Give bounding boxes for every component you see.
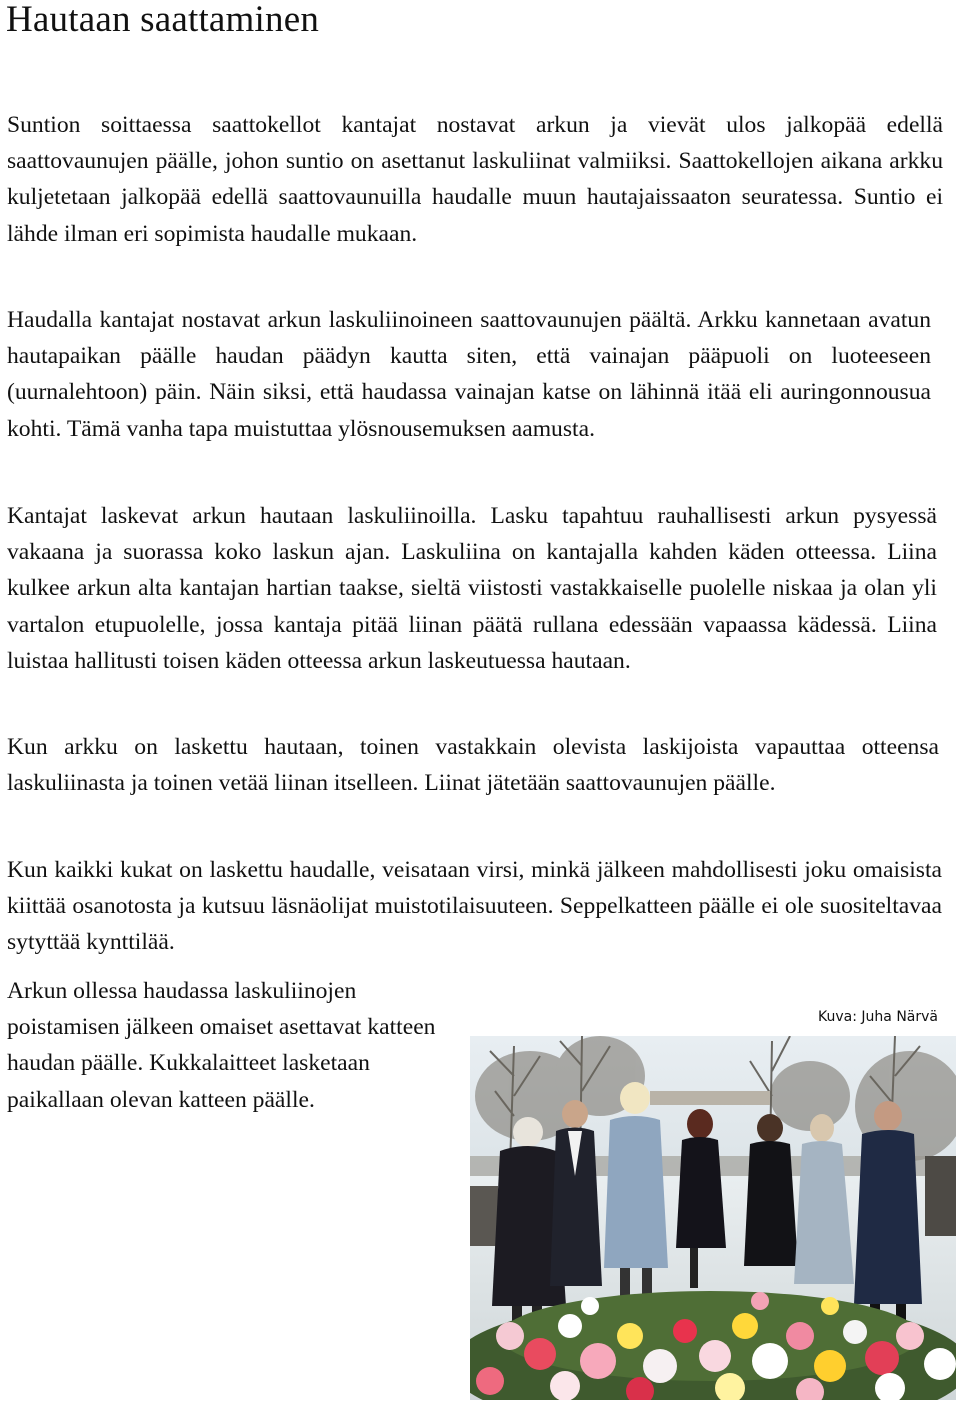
- paragraph-lowering: Kantajat laskevat arkun hautaan laskuliinoilla. Lasku tapahtuu rauhallisesti arkun pysyessä vakaana ja suorassa koko laskun ajan. Laskuliina on kantajalla kahden käden otteessa. Liina kulkee arkun alta kantajan hartian taakse, sieltä viistosti vastakkaiselle puolelle niskaa ja olan yli vartalon etupuolelle, jossa kantaja pitää liinan päätä rullana edessään vapaassa kädessä. Liina luistaa hallitusti toisen käden otteessa arkun laskeutuessa hautaan.: [7, 503, 937, 674]
- paragraph-cover: Arkun ollessa haudassa laskuliinojen poistamisen jälkeen omaiset asettavat katteen haudan päälle. Kukkalaitteet lasketaan paikallaan olevan katteen päälle.: [7, 978, 436, 1113]
- paragraph-flowers-hymn: Kun kaikki kukat on laskettu haudalle, veisataan virsi, minkä jälkeen mahdollisesti joku omaisista kiittää osanotosta ja kutsuu läsnäolijat muistotilaisuuteen. Seppelkatteen päälle ei ole suositeltavaa sytyttää kynttilää.: [7, 857, 942, 956]
- graveside-photo-illustration: [470, 1036, 956, 1400]
- photo-caption: Kuva: Juha Närvä: [818, 1009, 938, 1025]
- paragraph-straps: Kun arkku on laskettu hautaan, toinen vastakkain olevista laskijoista vapauttaa otteensa laskuliinasta ja toinen vetää liinan itselleen. Liinat jätetään saattovaunujen päälle.: [7, 734, 939, 797]
- graveside-photo: [470, 1036, 956, 1400]
- paragraph-procession: Suntion soittaessa saattokellot kantajat nostavat arkun ja vievät ulos jalkopää edellä saattovaunujen päälle, johon suntio on asettanut laskuliinat valmiiksi. Saattokellojen aikana arkku kuljetetaan jalkopää edellä saattovaunuilla haudalle muun hautajaissaaton seuratessa. Suntio ei lähde ilman eri sopimista haudalle mukaan.: [7, 112, 943, 247]
- paragraph-at-grave: Haudalla kantajat nostavat arkun laskuliinoineen saattovaunujen päältä. Arkku kannetaan avatun hautapaikan päälle haudan päädyn kautta siten, että vainajan pääpuoli on luoteeseen (uurnalehtoon) päin. Näin siksi, että haudassa vainajan katse on lähinnä itää eli auringonnousua kohti. Tämä vanha tapa muistuttaa ylösnousemuksen aamusta.: [7, 307, 931, 442]
- page-title: Hautaan saattaminen: [6, 0, 320, 40]
